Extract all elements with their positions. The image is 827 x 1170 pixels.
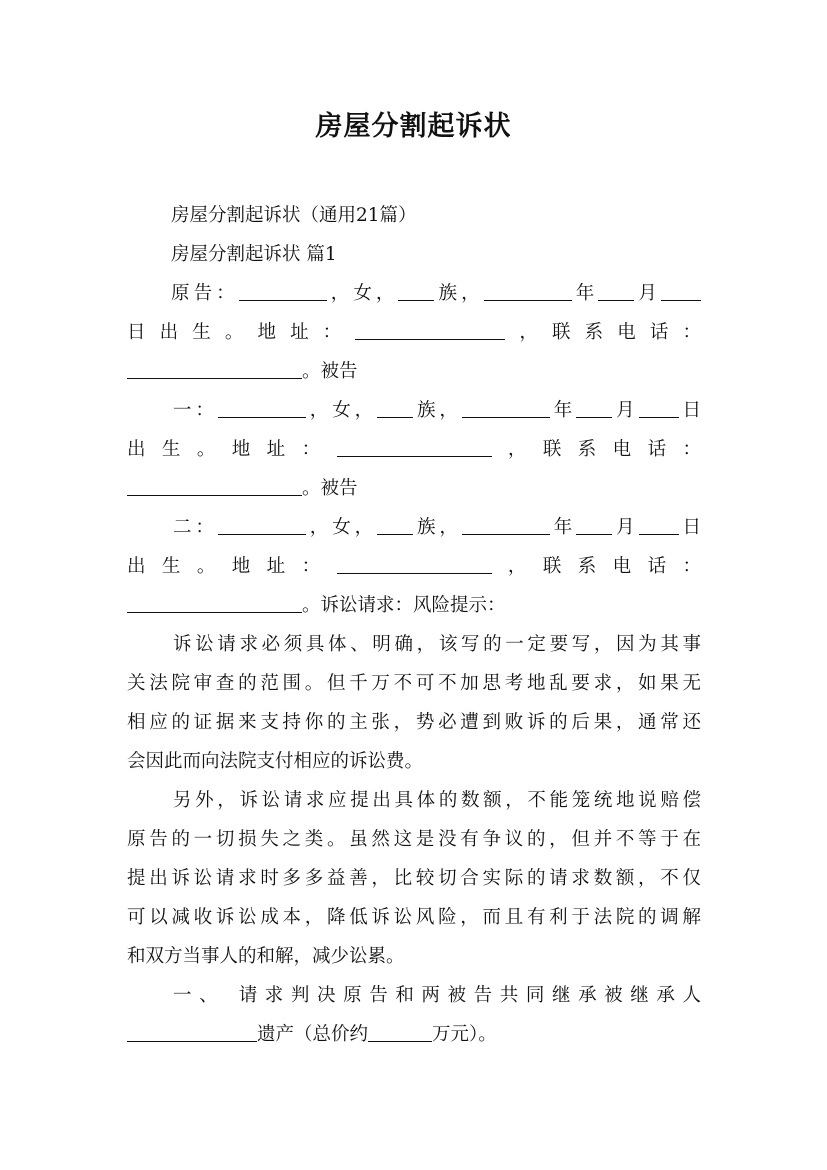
name-blank — [239, 281, 327, 301]
section-heading: 房屋分割起诉状 篇1 — [171, 244, 337, 265]
para2-line: 可以减收诉讼成本，降低诉讼风险，而且有利于法院的调解 — [127, 907, 701, 928]
ethnic-blank — [377, 398, 413, 418]
para2-line: 提出诉讼请求时多多益善，比较切合实际的请求数额，不仅 — [127, 868, 701, 889]
month-blank — [598, 281, 634, 301]
ethnic-blank — [377, 515, 413, 535]
defendant2-line — [127, 508, 701, 547]
sex-text: ，女， — [326, 283, 399, 304]
day-blank — [661, 281, 701, 301]
born-address-text: 出生。地址： — [127, 556, 337, 577]
ethnic-blank — [398, 281, 434, 301]
phone-blank — [127, 359, 302, 379]
plaintiff-label: 原告： — [171, 283, 239, 304]
year-text: 年 — [549, 517, 577, 538]
defendant1-address-line — [127, 430, 701, 469]
day-blank — [639, 515, 679, 535]
phone-text: ，联系电话： — [505, 322, 701, 343]
day-text: 日 — [678, 517, 701, 538]
request1-estate-line — [127, 1015, 701, 1054]
address-blank — [337, 554, 492, 574]
para1-line: 会因此而向法院支付相应的诉讼费。 — [127, 751, 424, 772]
next-party-text: 。被告 — [302, 478, 358, 499]
subtitle: 房屋分割起诉状（通用21篇） — [171, 205, 417, 226]
document-title: 房屋分割起诉状 — [315, 111, 512, 142]
para1-line: 相应的证据来支持你的主张，势必遭到败诉的后果，通常还 — [127, 712, 701, 733]
month-text: 月 — [634, 283, 661, 304]
phone-text: ，联系电话： — [491, 556, 701, 577]
address-blank — [355, 320, 505, 340]
document-body — [127, 196, 701, 1054]
address-blank — [337, 437, 492, 457]
defendant2-address-line — [127, 547, 701, 586]
claims-heading-text: 。诉讼请求：风险提示： — [302, 595, 506, 616]
year-text: 年 — [549, 400, 577, 421]
next-party-text: 。被告 — [302, 361, 358, 382]
para1-line: 诉讼请求必须具体、明确，该写的一定要写，因为其事 — [173, 634, 701, 655]
year-blank — [484, 281, 572, 301]
phone-blank — [127, 593, 302, 613]
sex-text: ，女， — [305, 517, 378, 538]
request1-line: 一、 请求判决原告和两被告共同继承被继承人 — [173, 985, 701, 1006]
month-text: 月 — [612, 517, 639, 538]
defendant2-label: 二： — [173, 517, 218, 538]
amount-blank — [368, 1022, 432, 1042]
phone-blank — [127, 476, 302, 496]
month-text: 月 — [612, 400, 639, 421]
plaintiff-line — [127, 274, 701, 313]
year-blank — [462, 398, 550, 418]
plaintiff-phone-line — [127, 352, 701, 391]
born-address-text: 出生。地址： — [127, 439, 337, 460]
defendant1-line — [127, 391, 701, 430]
estate-text: 遗产（总价约 — [257, 1024, 369, 1045]
year-text: 年 — [571, 283, 599, 304]
sex-text: ，女， — [305, 400, 378, 421]
name-blank — [218, 515, 306, 535]
plaintiff-address-line — [127, 313, 701, 352]
month-blank — [576, 398, 612, 418]
para2-line: 和双方当事人的和解，减少讼累。 — [127, 946, 405, 967]
ethnic-text: 族， — [434, 283, 484, 304]
unit-text: 万元）。 — [432, 1024, 497, 1045]
year-blank — [462, 515, 550, 535]
defendant1-label: 一： — [173, 400, 218, 421]
phone-text: ，联系电话： — [491, 439, 701, 460]
name-blank — [218, 398, 306, 418]
ethnic-text: 族， — [413, 517, 462, 538]
born-address-text: 日出生。地址： — [127, 322, 356, 343]
defendant2-phone-line — [127, 586, 701, 625]
day-text: 日 — [678, 400, 701, 421]
ethnic-text: 族， — [413, 400, 462, 421]
defendant1-phone-line — [127, 469, 701, 508]
para2-line: 另外，诉讼请求应提出具体的数额，不能笼统地说赔偿 — [173, 790, 701, 811]
month-blank — [576, 515, 612, 535]
decedent-blank — [127, 1022, 257, 1042]
para2-line: 原告的一切损失之类。虽然这是没有争议的，但并不等于在 — [127, 829, 701, 850]
day-blank — [639, 398, 679, 418]
para1-line: 关法院审查的范围。但千万不可不加思考地乱要求，如果无 — [127, 673, 701, 694]
